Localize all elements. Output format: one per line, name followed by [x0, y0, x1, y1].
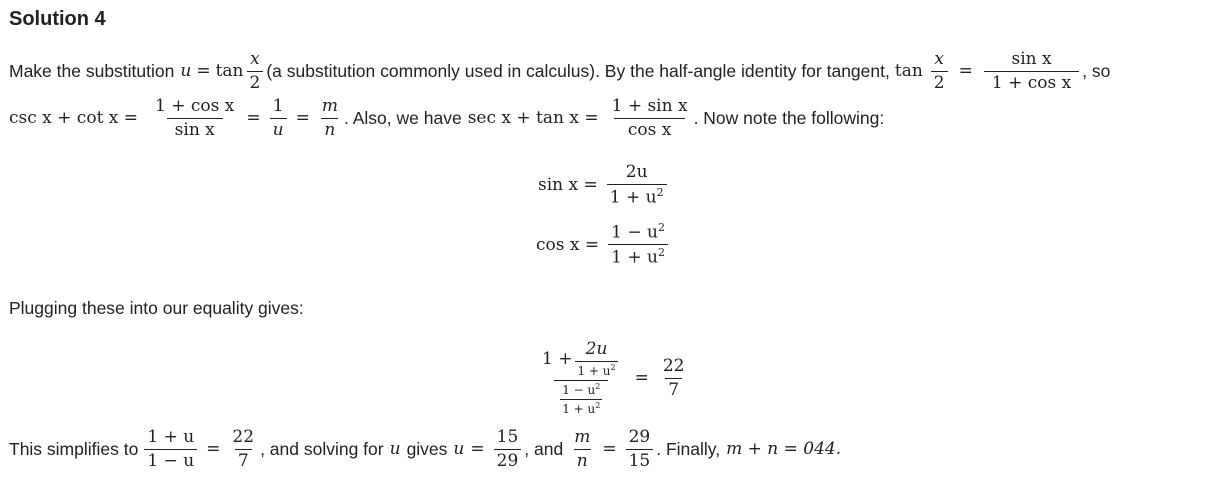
fraction-15-over-29: $\frac{15}{29}$	[494, 428, 522, 470]
fraction-x-over-2-b: $\frac{x}{2}$	[931, 50, 948, 92]
fraction-22-over-7: $\frac{22}{7}$	[662, 355, 685, 400]
text-half-angle: (a substitution commonly used in calculus). By the half-angle identity for tangent,	[266, 60, 890, 81]
fraction-sin-over-1pluscos: $\frac{\text{sin x}}{\text{1 + cos x}}$	[984, 50, 1079, 92]
expr-csc-cot: csc x + cot x =	[9, 108, 139, 129]
fraction-1plusu-over-1minusu: $\frac{1 + u}{1 - u}$	[144, 428, 197, 470]
paragraph-simplifies: This simplifies to $\frac{1 + u}{1 - u}$ = $\frac{22}{7}$ , and solving for u gives u = $\frac{15}{29}$ , and $\frac{m}{n}$ = $\frac{29}{15}$ . Finally, m + n = 044.	[9, 427, 842, 471]
final-answer: m + n = 044.	[726, 439, 842, 460]
fraction-2u-over-1plusu2: $\frac{2u}{1 + u^2}$	[607, 163, 667, 207]
fraction-22-over-7-b: $\frac{22}{7}$	[232, 427, 255, 471]
equals-sign-4: =	[295, 108, 310, 129]
fraction-29-over-15: $\frac{29}{15}$	[626, 428, 654, 470]
text-make-substitution: Make the substitution	[9, 60, 175, 81]
fraction-x-over-2: $\frac{x}{2}$	[247, 50, 264, 92]
equation-sin-x: sin x = $\frac{2u}{1 + u^2}$	[538, 163, 670, 207]
paragraph-plugging: Plugging these into our equality gives:	[9, 298, 304, 318]
expr-sec-tan: sec x + tan x =	[467, 108, 599, 129]
fraction-m-over-n-b: $\frac{m}{n}$	[574, 427, 591, 471]
fraction-1pluscos-over-sin: $\frac{\text{1 + cos x}}{\text{sin x}}$	[155, 96, 235, 140]
equals-sign: =	[196, 61, 211, 82]
equals-sign-2: =	[958, 61, 973, 82]
equals-sign-3: =	[246, 108, 261, 129]
paragraph-csc-cot	[9, 97, 884, 139]
paragraph-substitution	[9, 50, 1110, 92]
func-tan: tan	[215, 61, 244, 82]
func-tan-2: tan	[894, 61, 923, 82]
equation-cos-x: cos x = $\frac{1 - u^2}{1 + u^2}$	[536, 222, 671, 268]
fraction-m-over-n: $\frac{m}{n}$	[321, 96, 338, 140]
fraction-complex: 1 + $\frac{2u}{1 + u^2}$ $\frac{1 - u^2}{1 + u^2}$	[542, 339, 616, 417]
fraction-1minusu2-over-1plusu2: $\frac{1 - u^2}{1 + u^2}$	[608, 222, 668, 268]
fraction-1-over-u: $\frac{1}{u}$	[270, 97, 287, 139]
text-also-we-have: . Also, we have	[343, 107, 462, 128]
text-so: , so	[1082, 60, 1111, 81]
fraction-1plussin-over-cos: $\frac{\text{1 + sin x}}{\text{cos x}}$	[611, 96, 688, 140]
text-note-following: . Now note the following:	[693, 107, 885, 128]
equation-complex-fraction: 1 + $\frac{2u}{1 + u^2}$ $\frac{1 - u^2}{1 + u^2}$ = $\frac{22}{7}$	[536, 340, 691, 416]
var-u: u	[180, 61, 192, 82]
solution-heading: Solution 4	[9, 8, 106, 30]
